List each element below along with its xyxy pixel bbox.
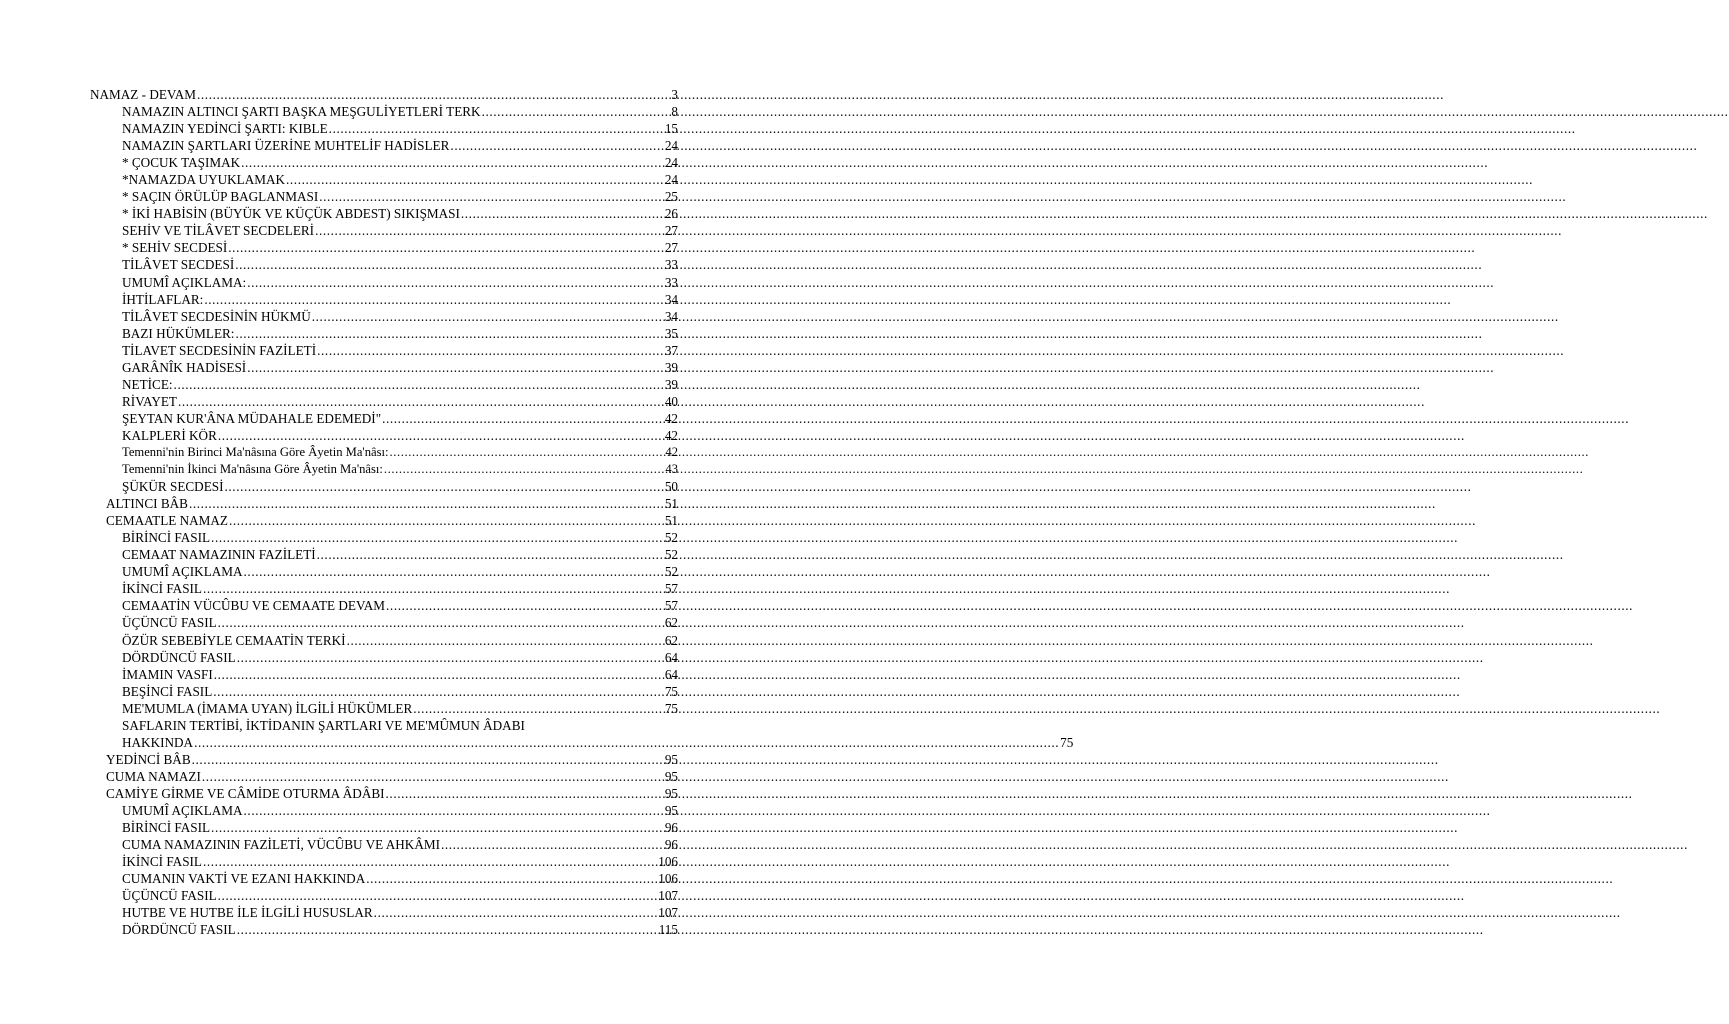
toc-entry-title: ÜÇÜNCÜ FASIL (122, 888, 217, 904)
toc-entry-title: Temenni'nin İkinci Ma'nâsına Göre Âyetin Ma'nâsı: (122, 462, 383, 477)
dot-leader (204, 291, 663, 308)
toc-entry-page: 57 (664, 598, 678, 614)
toc-entry-title: ME'MUMLA (İMAMA UYAN) İLGİLİ HÜKÜMLER (122, 700, 413, 716)
toc-entry-page: 27 (664, 223, 678, 239)
dot-leader (384, 461, 665, 478)
toc-entry-page: 27 (664, 240, 678, 256)
table-of-contents (90, 86, 1074, 938)
dot-leader (441, 836, 664, 853)
toc-entry[interactable] (90, 904, 678, 921)
toc-entry-title: RİVAYET (122, 393, 177, 409)
toc-entry-title: CEMAATLE NAMAZ (106, 513, 228, 529)
toc-entry[interactable] (90, 478, 678, 495)
toc-entry[interactable] (90, 614, 678, 631)
dot-leader (319, 188, 664, 205)
toc-entry-title: * SAÇIN ÖRÜLÜP BAGLANMASI (122, 189, 319, 205)
dot-leader (374, 904, 658, 921)
toc-entry-title: YEDİNCİ BÂB (106, 751, 191, 767)
toc-entry[interactable] (90, 921, 678, 938)
toc-entry-title: UMUMÎ AÇIKLAMA: (122, 274, 247, 290)
toc-entry[interactable] (90, 785, 678, 802)
dot-leader (192, 751, 664, 768)
toc-entry-page: 95 (664, 785, 678, 801)
toc-entry-title: * SEHİV SECDESİ (122, 240, 228, 256)
toc-entry-title: KALPLERİ KÖR (122, 427, 217, 443)
toc-entry-title: ŞÜKÜR SECDESİ (122, 479, 224, 495)
dot-leader: .............................................................................................................................................................................................................................. (194, 734, 1060, 750)
toc-entry[interactable] (90, 546, 678, 563)
toc-entry-page: 40 (664, 393, 678, 409)
toc-entry-title: CUMANIN VAKTİ VE EZANI HAKKINDA (122, 871, 366, 887)
dot-leader (235, 256, 664, 273)
toc-entry-page: 50 (664, 479, 678, 495)
toc-entry-page: 75 (1060, 734, 1074, 750)
dot-leader (461, 205, 664, 222)
toc-entry-page: 42 (665, 444, 678, 459)
dot-leader (382, 410, 664, 427)
dot-leader (235, 325, 663, 342)
dot-leader (413, 700, 664, 717)
toc-entry[interactable] (90, 342, 678, 359)
toc-entry[interactable] (90, 649, 678, 666)
dot-leader (202, 768, 664, 785)
dot-leader (178, 393, 664, 410)
toc-entry-page: 51 (664, 513, 678, 529)
toc-entry-title: İKİNCİ FASIL (122, 854, 202, 870)
toc-entry-page: 75 (664, 700, 678, 716)
toc-entry[interactable] (90, 274, 678, 291)
toc-entry[interactable] (90, 86, 678, 103)
toc-entry-title: BEŞİNCİ FASIL (122, 683, 213, 699)
toc-entry-title: TİLÂVET SECDESİ (122, 257, 235, 273)
toc-entry-title: TİLAVET SECDESİNİN FAZİLETİ (122, 342, 317, 358)
toc-entry[interactable] (90, 666, 678, 683)
dot-leader (229, 512, 664, 529)
dot-leader (211, 529, 664, 546)
toc-entry-title: NAMAZIN YEDİNCİ ŞARTI: KIBLE (122, 121, 328, 137)
toc-entry-title: HUTBE VE HUTBE İLE İLGİLİ HUSUSLAR (122, 905, 373, 921)
toc-entry[interactable] (90, 171, 678, 188)
toc-entry[interactable] (90, 683, 678, 700)
dot-leader (237, 649, 664, 666)
toc-entry-title: DÖRDÜNCÜ FASIL (122, 649, 236, 665)
dot-leader (247, 359, 664, 376)
toc-entry[interactable] (90, 444, 678, 461)
toc-entry-title: NETİCE: (122, 376, 173, 392)
dot-leader (241, 154, 664, 171)
toc-entry[interactable] (90, 597, 678, 614)
toc-entry-title: ÜÇÜNCÜ FASIL (122, 615, 217, 631)
dot-leader (244, 563, 664, 580)
dot-leader (225, 478, 664, 495)
toc-entry[interactable] (90, 751, 678, 768)
toc-entry-page: 24 (664, 172, 678, 188)
toc-entry-page: 33 (664, 274, 678, 290)
dot-leader (247, 274, 664, 291)
dot-leader (228, 239, 664, 256)
dot-leader (189, 495, 664, 512)
toc-entry[interactable] (90, 291, 678, 308)
dot-leader (218, 887, 658, 904)
toc-entry-title: CAMİYE GİRME VE CÂMİDE OTURMA ÂDÂBI (106, 785, 385, 801)
toc-entry-page: 96 (664, 820, 678, 836)
toc-entry-page: 52 (664, 564, 678, 580)
toc-entry[interactable] (90, 870, 678, 887)
toc-entry[interactable] (90, 529, 678, 546)
toc-entry-title: GARÂNÎK HADİSESİ (122, 359, 247, 375)
toc-entry-page: 37 (664, 342, 678, 358)
toc-entry[interactable] (90, 717, 1074, 751)
toc-entry[interactable] (90, 427, 678, 444)
toc-entry-page: 39 (664, 376, 678, 392)
toc-entry-title: UMUMÎ AÇIKLAMA (122, 564, 243, 580)
toc-entry-title: NAMAZIN ŞARTLARI ÜZERİNE MUHTELİF HADİSLER (122, 138, 450, 154)
toc-entry-title: SEHİV VE TİLÂVET SECDELERİ (122, 223, 315, 239)
toc-entry[interactable] (90, 376, 678, 393)
dot-leader (347, 632, 664, 649)
dot-leader (312, 308, 664, 325)
toc-entry-title: İMAMIN VASFI (122, 666, 213, 682)
dot-leader (213, 683, 664, 700)
toc-entry[interactable] (90, 580, 678, 597)
dot-leader (244, 802, 664, 819)
toc-entry-title: *NAMAZDA UYUKLAMAK (122, 172, 286, 188)
toc-entry[interactable] (90, 256, 678, 273)
toc-entry[interactable] (90, 359, 678, 376)
toc-entry[interactable] (90, 768, 678, 785)
toc-entry-page: 64 (664, 649, 678, 665)
dot-leader (237, 921, 658, 938)
dot-leader (174, 376, 664, 393)
toc-entry-page: 106 (658, 871, 678, 887)
toc-entry-page: 42 (664, 410, 678, 426)
toc-entry-title: CEMAATİN VÜCÛBU VE CEMAATE DEVAM (122, 598, 386, 614)
toc-entry-page: 8 (671, 104, 678, 120)
toc-entry-page: 62 (664, 632, 678, 648)
toc-entry-title: DÖRDÜNCÜ FASIL (122, 922, 236, 938)
toc-entry[interactable] (90, 819, 678, 836)
dot-leader (211, 819, 664, 836)
toc-entry[interactable] (90, 853, 678, 870)
toc-entry-page: 42 (664, 427, 678, 443)
toc-entry-title: NAMAZIN ALTINCI ŞARTI BAŞKA MEŞGULİYETLERİ TERK (122, 104, 481, 120)
toc-entry[interactable] (90, 308, 678, 325)
toc-entry-page: 95 (664, 768, 678, 784)
dot-leader (386, 785, 664, 802)
toc-entry-page: 34 (664, 308, 678, 324)
dot-leader (386, 597, 664, 614)
toc-entry-title: İHTİLAFLAR: (122, 291, 204, 307)
dot-leader (203, 853, 657, 870)
toc-entry[interactable] (90, 239, 678, 256)
toc-entry-page: 24 (664, 155, 678, 171)
dot-leader (450, 137, 663, 154)
toc-entry-page: 39 (664, 359, 678, 375)
toc-entry-title: BİRİNCİ FASIL (122, 530, 211, 546)
toc-entry[interactable] (90, 103, 678, 120)
toc-entry-page: 107 (658, 905, 678, 921)
toc-entry-page: 34 (664, 291, 678, 307)
toc-entry-title: CEMAAT NAMAZININ FAZİLETİ (122, 547, 316, 563)
dot-leader (286, 171, 664, 188)
toc-entry-page: 35 (664, 325, 678, 341)
toc-entry[interactable] (90, 393, 678, 410)
toc-entry-title: TİLÂVET SECDESİNİN HÜKMÜ (122, 308, 311, 324)
dot-leader (218, 427, 664, 444)
toc-entry[interactable] (90, 887, 678, 904)
dot-leader (203, 580, 664, 597)
toc-entry-page: 15 (664, 121, 678, 137)
toc-entry-page: 96 (664, 837, 678, 853)
toc-entry-title: ALTINCI BÂB (106, 496, 188, 512)
toc-entry[interactable] (90, 700, 678, 717)
toc-entry[interactable] (90, 836, 678, 853)
toc-entry-page: 57 (664, 581, 678, 597)
toc-entry[interactable] (90, 154, 678, 171)
toc-entry-page: 26 (664, 206, 678, 222)
dot-leader (197, 86, 670, 103)
toc-entry-title: CUMA NAMAZI (106, 768, 201, 784)
toc-entry[interactable] (90, 188, 678, 205)
toc-entry-title: NAMAZ - DEVAM (90, 87, 196, 102)
toc-entry-title: CUMA NAMAZININ FAZİLETİ, VÜCÛBU VE AHKÂMI (122, 837, 440, 853)
toc-entry-page: 75 (664, 683, 678, 699)
toc-entry-page: 62 (664, 615, 678, 631)
toc-entry-page: 107 (658, 888, 678, 904)
toc-entry-page: 95 (664, 751, 678, 767)
toc-entry[interactable] (90, 512, 678, 529)
toc-entry[interactable] (90, 802, 678, 819)
toc-entry-title: UMUMÎ AÇIKLAMA (122, 802, 243, 818)
toc-entry[interactable] (90, 632, 678, 649)
toc-entry-page: 25 (664, 189, 678, 205)
dot-leader (482, 103, 671, 120)
toc-entry-page: 33 (664, 257, 678, 273)
toc-entry-page: 52 (664, 547, 678, 563)
toc-entry[interactable] (90, 410, 678, 427)
toc-entry-page: 115 (658, 922, 678, 938)
toc-entry-title: SAFLARIN TERTİBİ, İKTİDANIN ŞARTLARI VE ME'MÛMUN ÂDABI (122, 717, 525, 733)
toc-entry-title: ŞEYTAN KUR'ÂNA MÜDAHALE EDEMEDİ" (122, 410, 382, 426)
toc-entry-page: 43 (665, 462, 678, 477)
dot-leader (315, 222, 664, 239)
dot-leader (366, 870, 657, 887)
toc-entry-page: 64 (664, 666, 678, 682)
toc-entry-page: 3 (671, 87, 678, 102)
toc-entry-title: İKİNCİ FASIL (122, 581, 202, 597)
toc-entry-title: ÖZÜR SEBEBİYLE CEMAATİN TERKİ (122, 632, 346, 648)
toc-entry-page: 95 (664, 802, 678, 818)
toc-entry-title: BAZI HÜKÜMLER: (122, 325, 235, 341)
toc-entry-page: 24 (664, 138, 678, 154)
toc-entry-page: 51 (664, 496, 678, 512)
toc-entry[interactable] (90, 205, 678, 222)
toc-entry-title: BİRİNCİ FASIL (122, 820, 211, 836)
toc-entry-title: * ÇOCUK TAŞIMAK (122, 155, 241, 171)
dot-leader (317, 342, 664, 359)
toc-entry-title-continued: HAKKINDA (122, 734, 194, 750)
toc-entry-title: Temenni'nin Birinci Ma'nâsına Göre Âyetin Ma'nâsı: (122, 444, 389, 459)
toc-entry[interactable] (90, 495, 678, 512)
dot-leader (329, 120, 664, 137)
dot-leader (218, 614, 664, 631)
dot-leader (317, 546, 664, 563)
toc-entry-title: * İKİ HABİSİN (BÜYÜK VE KÜÇÜK ABDEST) SIKIŞMASI (122, 206, 460, 222)
dot-leader (390, 444, 665, 461)
toc-entry[interactable] (90, 325, 678, 342)
toc-entry-page: 52 (664, 530, 678, 546)
toc-entry[interactable] (90, 222, 678, 239)
toc-entry[interactable] (90, 563, 678, 580)
toc-entry[interactable] (90, 137, 678, 154)
dot-leader (214, 666, 664, 683)
toc-entry[interactable] (90, 461, 678, 478)
toc-entry-page: 106 (658, 854, 678, 870)
toc-entry[interactable] (90, 120, 678, 137)
